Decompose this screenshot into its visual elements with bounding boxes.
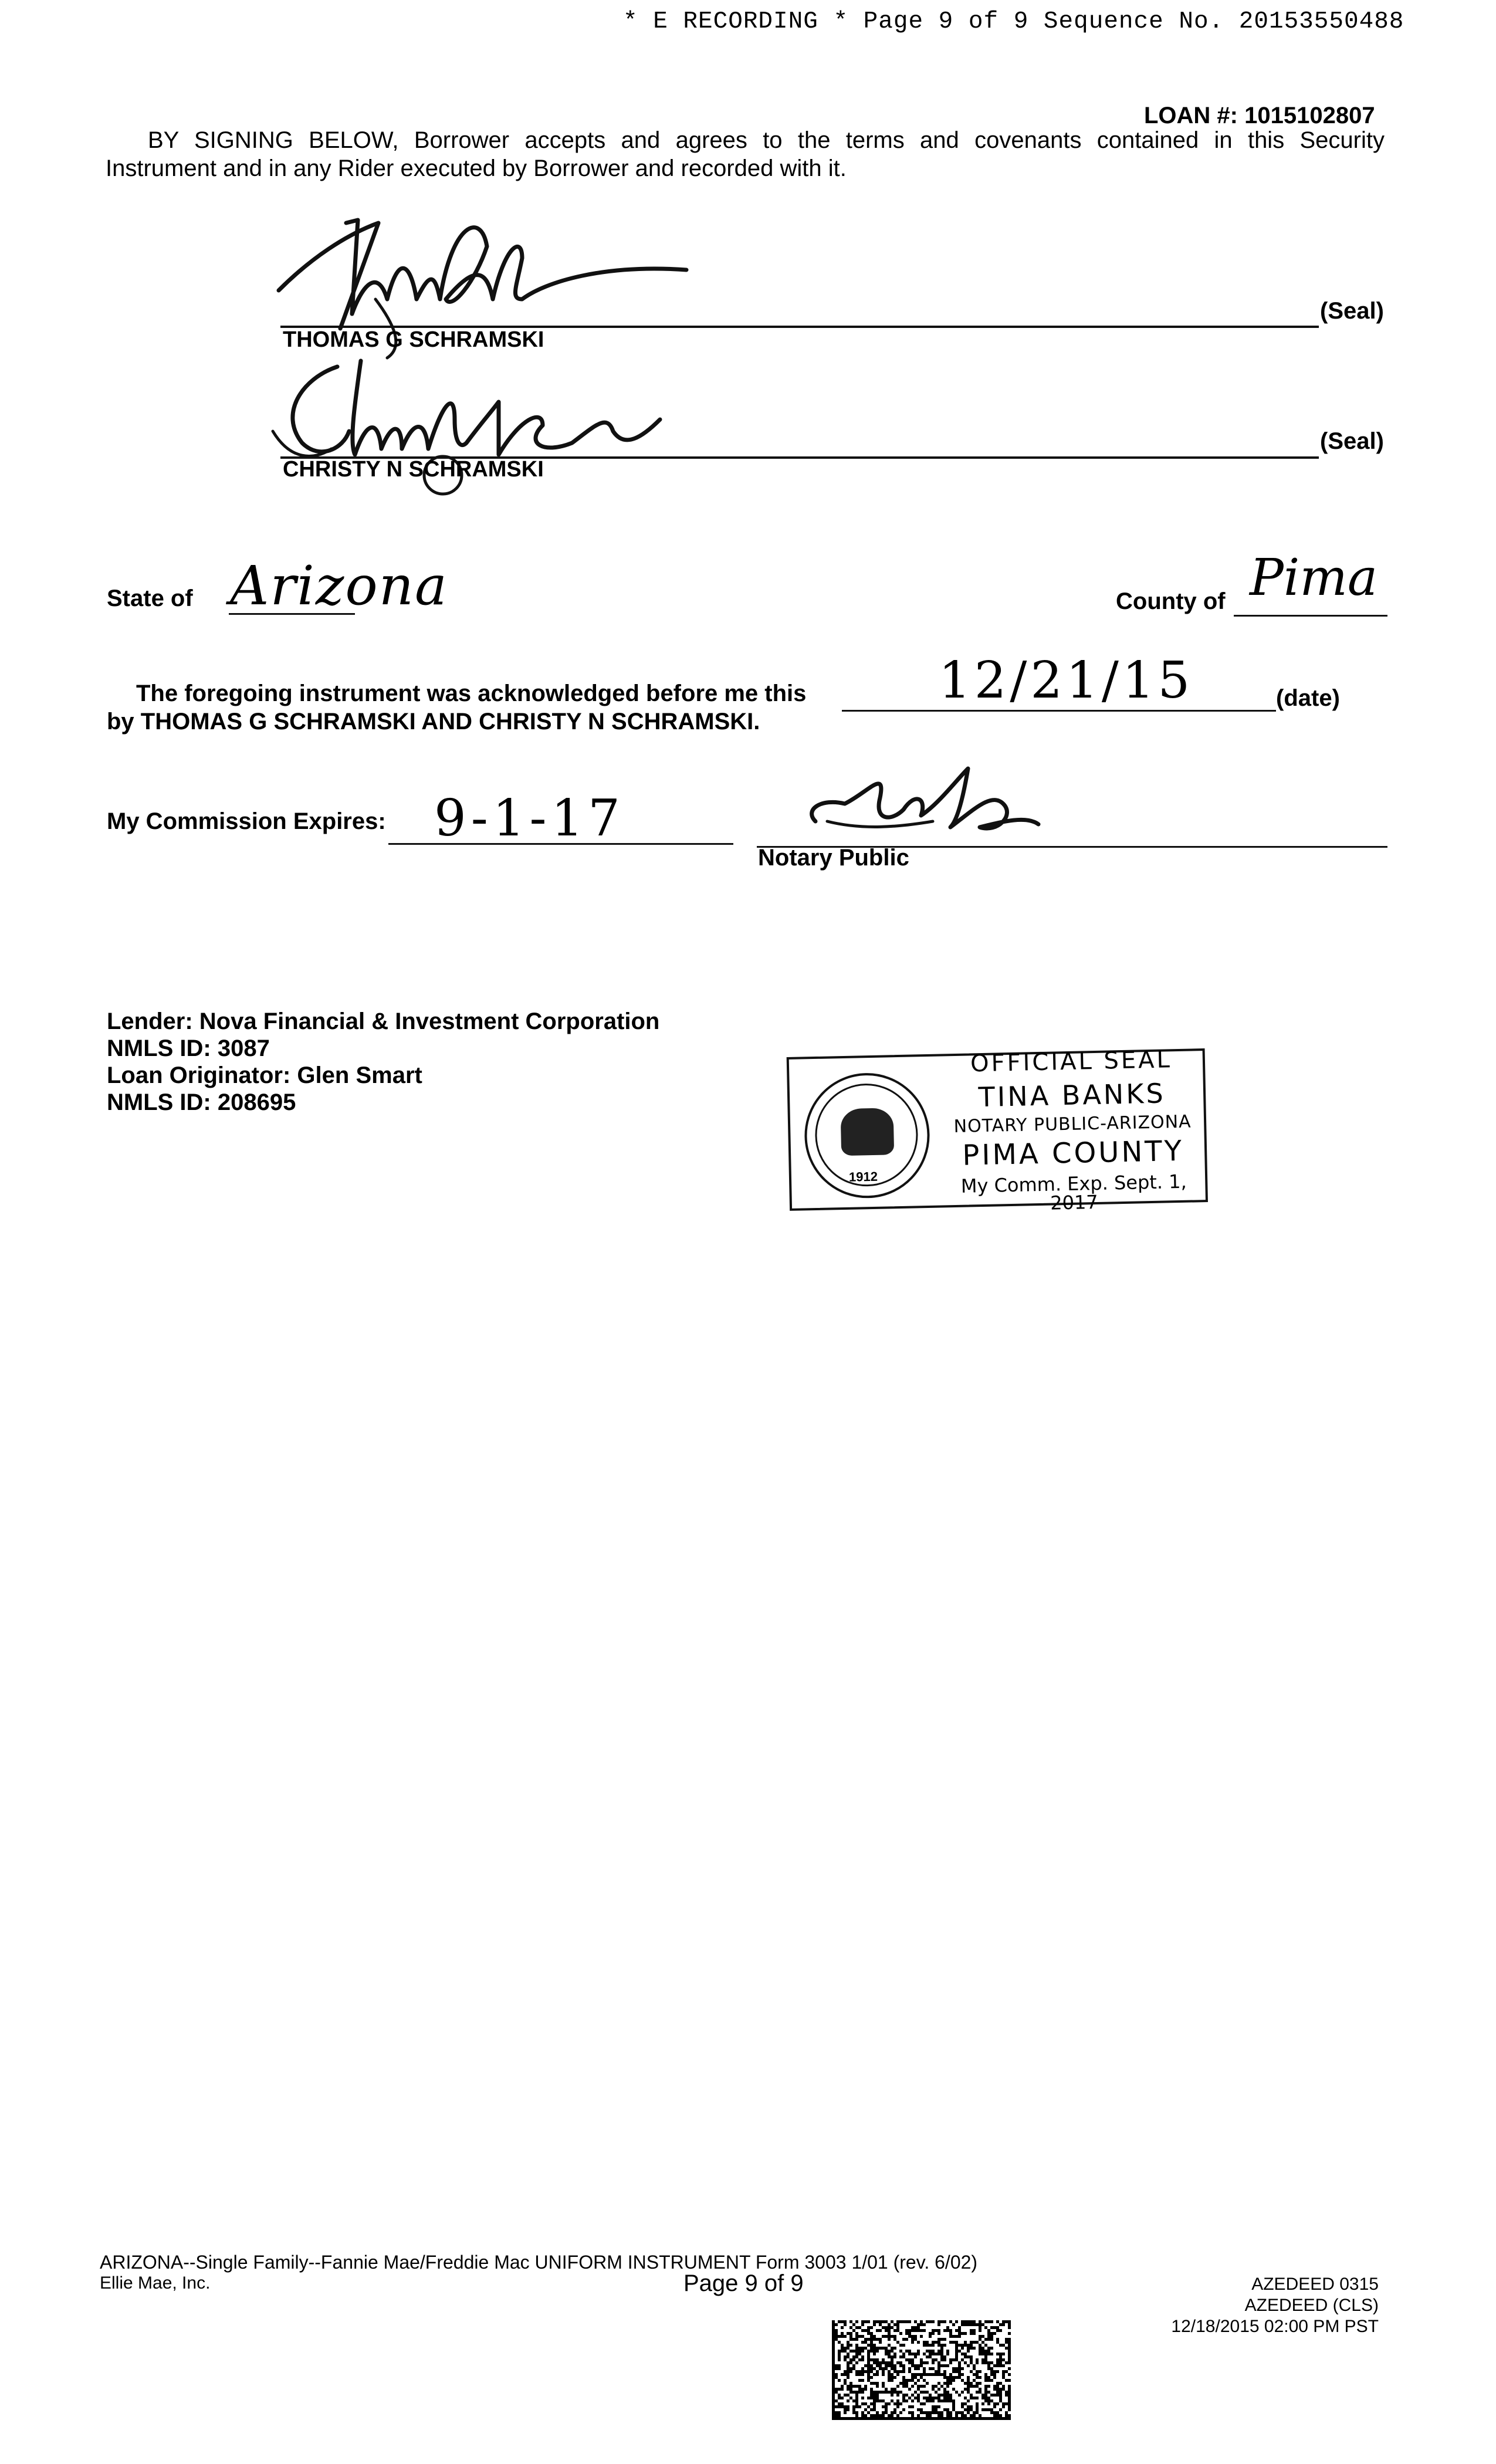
intro-line-2: Instrument and in any Rider executed by Borrower and recorded with it. bbox=[106, 155, 847, 181]
acknowledgement-line-2: by THOMAS G SCHRAMSKI AND CHRISTY N SCHRAMSKI. bbox=[107, 709, 760, 735]
county-handwritten: Pima bbox=[1250, 549, 1378, 607]
seal-emblem-center-icon bbox=[841, 1108, 895, 1156]
notary-public-label: Notary Public bbox=[758, 845, 909, 871]
acknowledgement-line-1: The foregoing instrument was acknowledged before me this bbox=[136, 681, 807, 706]
originator-nmls: NMLS ID: 208695 bbox=[107, 1089, 296, 1115]
signer-1-seal: (Seal) bbox=[1320, 298, 1384, 324]
state-label: State of bbox=[107, 585, 193, 611]
footer-vendor: Ellie Mae, Inc. bbox=[100, 2273, 211, 2293]
signer-2-name: CHRISTY N SCHRAMSKI bbox=[283, 457, 544, 482]
stamp-text-block bbox=[942, 1043, 1203, 1214]
footer-code-1: AZEDEED 0315 bbox=[1251, 2275, 1379, 2294]
recording-banner: * E RECORDING * Page 9 of 9 Sequence No. 20153550488 bbox=[623, 8, 1404, 35]
footer-codes bbox=[1115, 2274, 1379, 2337]
seal-year: 1912 bbox=[848, 1169, 878, 1184]
state-handwritten: Arizona bbox=[230, 554, 448, 617]
footer-page: Page 9 of 9 bbox=[683, 2270, 804, 2296]
signer-1-name: THOMAS G SCHRAMSKI bbox=[283, 327, 544, 352]
stamp-expiry: My Comm. Exp. Sept. 1, 2017 bbox=[960, 1170, 1187, 1214]
county-label: County of bbox=[1116, 588, 1226, 614]
signer-2-seal: (Seal) bbox=[1320, 428, 1384, 454]
notary-signature bbox=[804, 757, 1050, 845]
intro-paragraph bbox=[106, 126, 1385, 182]
lender-nmls: NMLS ID: 3087 bbox=[107, 1035, 270, 1061]
county-line bbox=[1234, 615, 1387, 617]
loan-number bbox=[1144, 103, 1375, 129]
footer-timestamp: 12/18/2015 02:00 PM PST bbox=[1171, 2317, 1379, 2336]
footer-code-2: AZEDEED (CLS) bbox=[1244, 2296, 1379, 2315]
stamp-county: PIMA COUNTY bbox=[962, 1134, 1184, 1172]
acknowledgement-date-handwritten: 12/21/15 bbox=[939, 651, 1194, 710]
footer-form-line: ARIZONA--Single Family--Fannie Mae/Freddie Mac UNIFORM INSTRUMENT Form 3003 1/01 (rev. 6/02) bbox=[100, 2252, 978, 2273]
loan-originator: Loan Originator: Glen Smart bbox=[107, 1062, 422, 1088]
acknowledgement-date-line bbox=[842, 710, 1276, 712]
stamp-notary-name: TINA BANKS bbox=[978, 1077, 1166, 1113]
lender-info bbox=[107, 1008, 659, 1116]
date-label: (date) bbox=[1276, 685, 1340, 711]
intro-line-1: BY SIGNING BELOW, Borrower accepts and agrees to the terms and covenants contained in this Security bbox=[148, 127, 1385, 153]
loan-label: LOAN #: bbox=[1144, 103, 1238, 128]
official-seal-stamp bbox=[786, 1030, 1207, 1214]
loan-value: 1015102807 bbox=[1244, 103, 1375, 128]
commission-handwritten: 9-1-17 bbox=[434, 789, 625, 848]
stamp-title: OFFICIAL SEAL bbox=[970, 1046, 1173, 1078]
commission-label: My Commission Expires: bbox=[107, 808, 386, 834]
barcode-2d bbox=[832, 2320, 1011, 2420]
stamp-notary-role: NOTARY PUBLIC-ARIZONA bbox=[953, 1111, 1192, 1138]
lender-name: Lender: Nova Financial & Investment Corporation bbox=[107, 1008, 660, 1034]
